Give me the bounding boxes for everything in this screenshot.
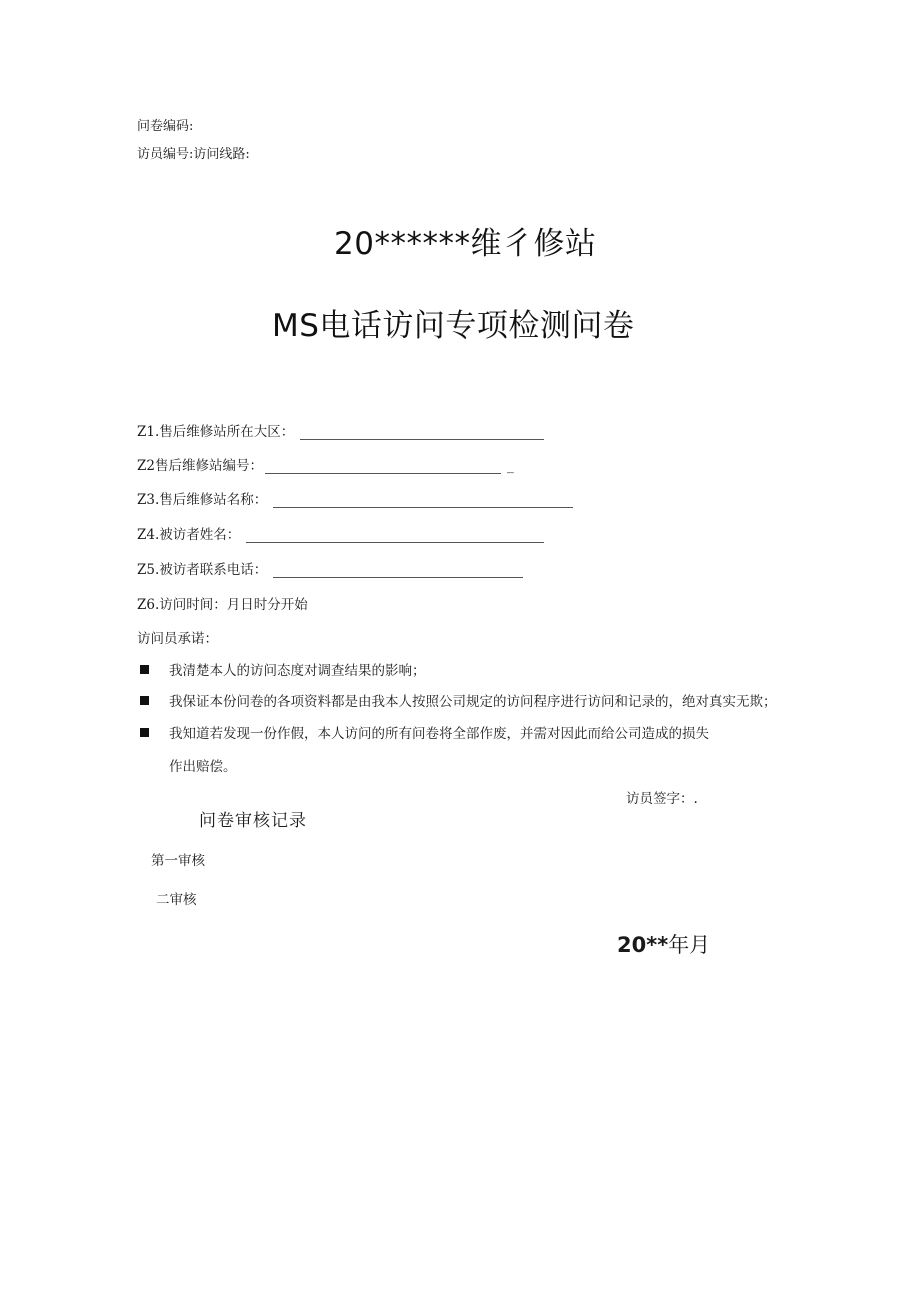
date-suffix: 年月 — [668, 933, 711, 957]
field-z6-label: Z6.访问时间：月日时分开始 — [137, 597, 308, 613]
commitment-item-text: 我保证本份问卷的各项资料都是由我本人按照公司规定的访问程序进行访问和记录的，绝对真实无欺； — [169, 694, 777, 710]
date-year: 20** — [617, 933, 669, 957]
field-z2-label: Z2售后维修站编号： — [137, 458, 263, 474]
field-z2-blank[interactable] — [265, 463, 501, 474]
first-review-label: 第一审核 — [151, 853, 205, 869]
title-line-2: MS电话访问专项检测问卷 — [272, 308, 635, 344]
bullet-square-icon — [140, 665, 149, 674]
field-z1-blank[interactable] — [300, 429, 544, 440]
field-z5-blank[interactable] — [273, 567, 523, 578]
field-z4-label: Z4.被访者姓名： — [137, 527, 241, 543]
commitment-item — [140, 722, 709, 742]
review-record-title: 问卷审核记录 — [199, 811, 307, 831]
second-review-label: 二审核 — [156, 892, 197, 908]
title-line-1: 20******维彳修站 — [334, 226, 597, 262]
interviewer-line-label: 访员编号:访问线路: — [137, 147, 250, 162]
field-z1-label: Z1.售后维修站所在大区： — [137, 424, 295, 440]
field-z6 — [137, 593, 308, 613]
field-z1 — [137, 420, 544, 440]
commitment-item-text: 我清楚本人的访问态度对调查结果的影响； — [169, 663, 426, 679]
field-z3 — [137, 488, 573, 508]
field-z3-label: Z3.售后维修站名称： — [137, 492, 268, 508]
commitment-item — [140, 690, 777, 710]
commitment-continuation: 作出赔偿。 — [169, 759, 237, 775]
field-z3-blank[interactable] — [273, 497, 573, 508]
field-z2 — [137, 454, 514, 474]
field-z4 — [137, 523, 544, 543]
questionnaire-code-label: 问卷编码: — [137, 119, 194, 134]
field-z2-suffix: _ — [506, 458, 514, 474]
commitment-item — [140, 659, 426, 679]
document-date — [617, 929, 710, 959]
commitment-heading: 访问员承诺： — [137, 631, 218, 647]
bullet-square-icon — [140, 696, 149, 705]
interviewer-signature-label: 访员签字：. — [626, 791, 698, 807]
commitment-item-text: 我知道若发现一份作假，本人访问的所有问卷将全部作废，并需对因此而给公司造成的损失 — [169, 726, 709, 742]
field-z5-label: Z5.被访者联系电话： — [137, 562, 268, 578]
field-z5 — [137, 558, 523, 578]
bullet-square-icon — [140, 728, 149, 737]
field-z4-blank[interactable] — [246, 532, 544, 543]
